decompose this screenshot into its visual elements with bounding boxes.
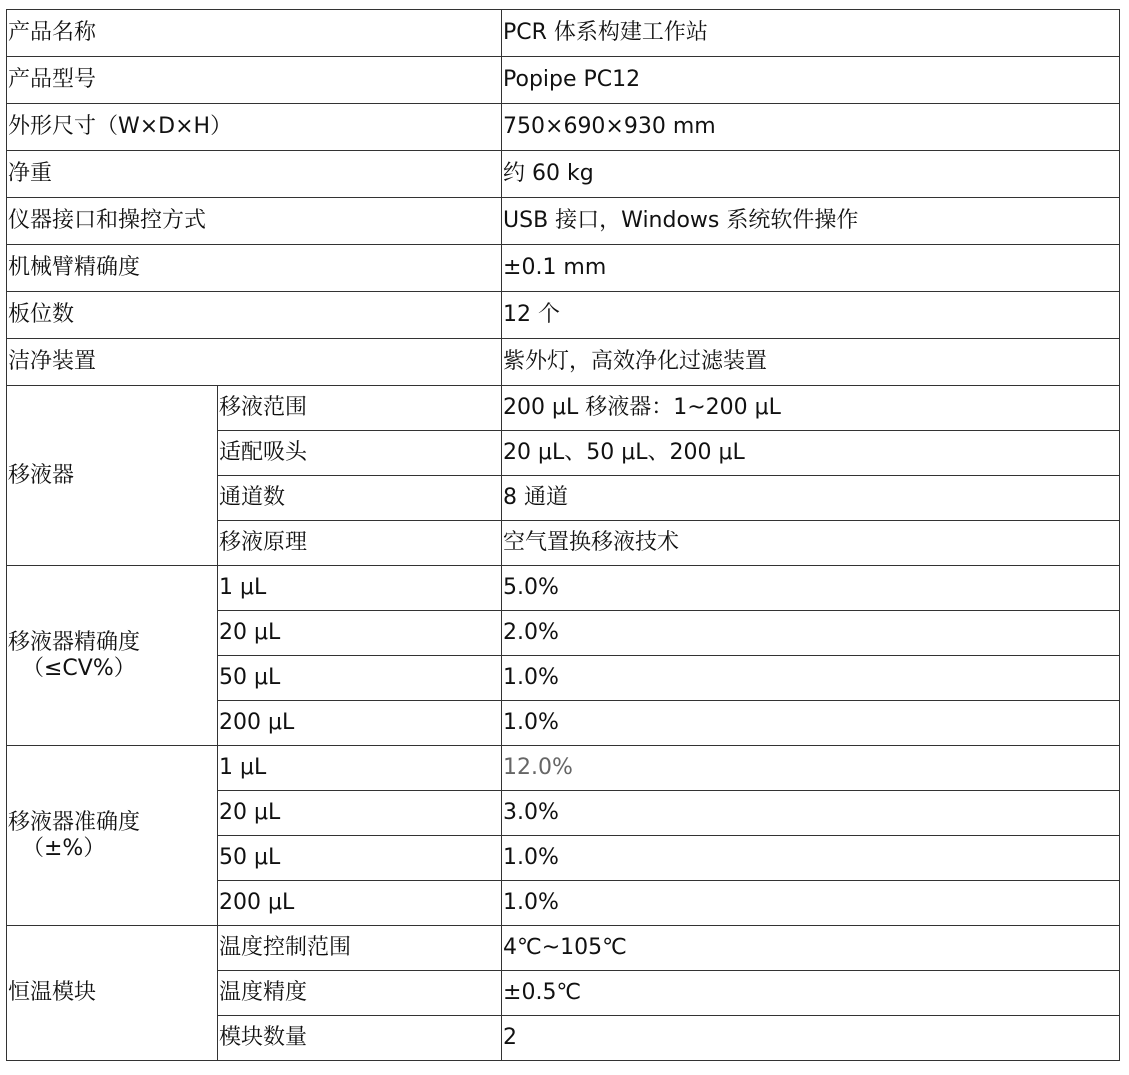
group-title: 移液器准确度 (8, 809, 141, 835)
sub-label: 1 μL (218, 746, 502, 791)
sub-label: 200 μL (218, 881, 502, 926)
row-value: 约 60 kg (502, 151, 1120, 198)
row-value: PCR 体系构建工作站 (502, 10, 1120, 57)
sub-label: 移液原理 (218, 521, 502, 566)
sub-label: 适配吸头 (218, 431, 502, 476)
row-label: 仪器接口和操控方式 (7, 198, 502, 245)
sub-value: ±0.5℃ (502, 971, 1120, 1016)
group-subtitle: （≤CV%） (22, 655, 136, 681)
sub-value: 2 (502, 1016, 1120, 1061)
group-title: 恒温模块 (8, 980, 97, 1005)
sub-value: 1.0% (502, 656, 1120, 701)
group-label (7, 566, 218, 746)
sub-label: 20 μL (218, 791, 502, 836)
sub-value: 1.0% (502, 836, 1120, 881)
sub-value: 20 μL、50 μL、200 μL (502, 431, 1120, 476)
row-label: 外形尺寸（W×D×H） (7, 104, 502, 151)
row-value: 750×690×930 mm (502, 104, 1120, 151)
row-label: 洁净装置 (7, 339, 502, 386)
sub-value: 4℃~105℃ (502, 926, 1120, 971)
table-row (7, 198, 1120, 245)
sub-label: 200 μL (218, 701, 502, 746)
sub-value: 8 通道 (502, 476, 1120, 521)
table-row (7, 10, 1120, 57)
sub-value: 1.0% (502, 881, 1120, 926)
row-label: 机械臂精确度 (7, 245, 502, 292)
sub-label: 移液范围 (218, 386, 502, 431)
sub-label: 1 μL (218, 566, 502, 611)
sub-value: 12.0% (502, 746, 1120, 791)
group-label (7, 386, 218, 566)
sub-value: 200 μL 移液器：1~200 μL (502, 386, 1120, 431)
table-row (7, 151, 1120, 198)
group-label (7, 746, 218, 926)
group-label (7, 926, 218, 1061)
sub-label: 温度精度 (218, 971, 502, 1016)
group-title: 移液器 (8, 462, 75, 488)
sub-label: 通道数 (218, 476, 502, 521)
sub-label: 50 μL (218, 656, 502, 701)
row-value: 12 个 (502, 292, 1120, 339)
sub-label: 温度控制范围 (218, 926, 502, 971)
sub-label: 模块数量 (218, 1016, 502, 1061)
sub-label: 20 μL (218, 611, 502, 656)
group-title: 移液器精确度 (8, 629, 141, 655)
table-row (7, 566, 1120, 611)
table-row (7, 104, 1120, 151)
table-row (7, 57, 1120, 104)
row-value: Popipe PC12 (502, 57, 1120, 104)
sub-value: 2.0% (502, 611, 1120, 656)
sub-value: 1.0% (502, 701, 1120, 746)
row-value: 紫外灯，高效净化过滤装置 (502, 339, 1120, 386)
spec-table (6, 9, 1120, 1061)
sub-value: 5.0% (502, 566, 1120, 611)
table-row (7, 339, 1120, 386)
table-row (7, 926, 1120, 971)
row-label: 净重 (7, 151, 502, 198)
sub-label: 50 μL (218, 836, 502, 881)
table-row (7, 746, 1120, 791)
table-row (7, 292, 1120, 339)
sub-value: 空气置换移液技术 (502, 521, 1120, 566)
row-value: USB 接口，Windows 系统软件操作 (502, 198, 1120, 245)
row-label: 产品名称 (7, 10, 502, 57)
row-value: ±0.1 mm (502, 245, 1120, 292)
sub-value: 3.0% (502, 791, 1120, 836)
group-subtitle: （±%） (22, 835, 106, 861)
row-label: 板位数 (7, 292, 502, 339)
table-row (7, 386, 1120, 431)
row-label: 产品型号 (7, 57, 502, 104)
table-row (7, 245, 1120, 292)
